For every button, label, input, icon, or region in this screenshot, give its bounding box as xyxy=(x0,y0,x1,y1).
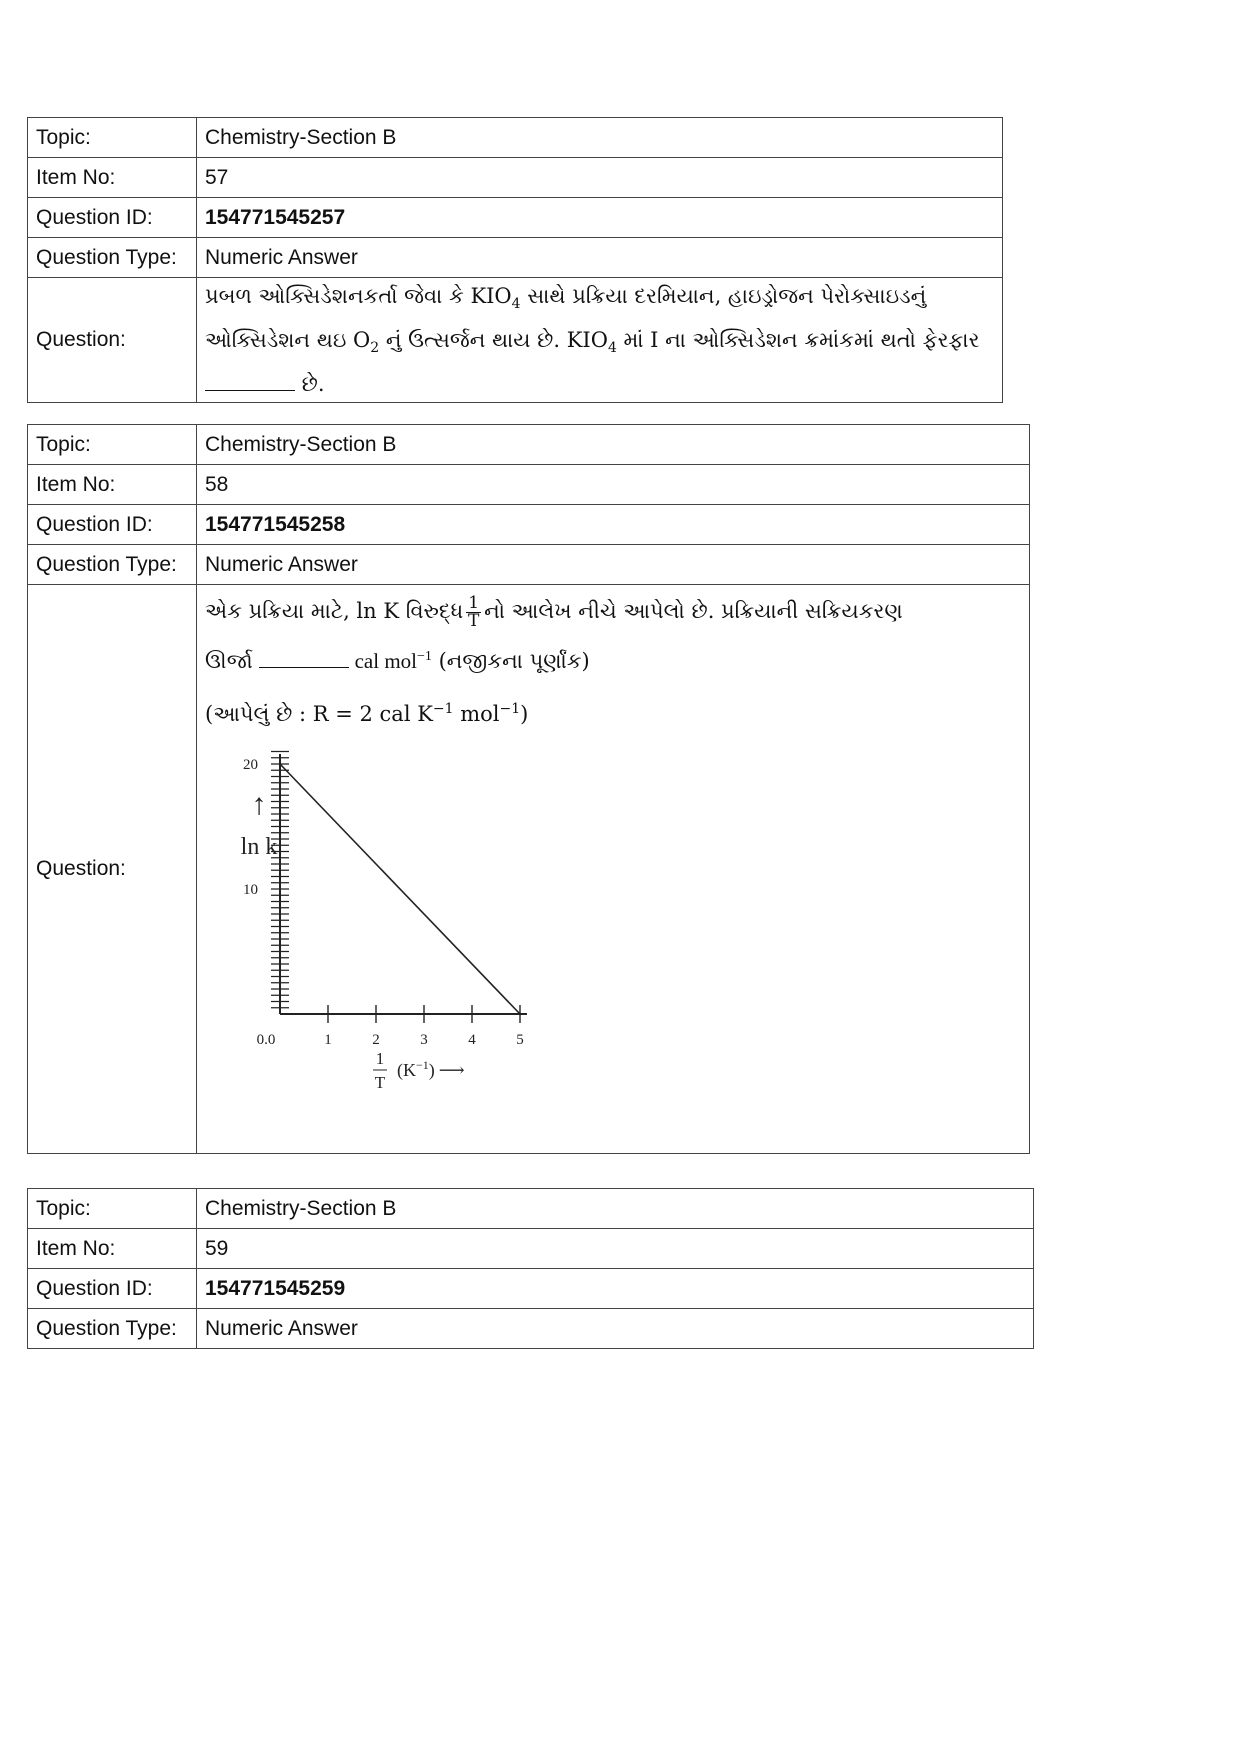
frac-num: 1 xyxy=(468,593,480,613)
question-line-2 xyxy=(205,322,994,366)
item-no-row xyxy=(28,1229,1034,1269)
question-label: Question: xyxy=(28,585,197,1154)
q57-text-1b: સાથે પ્રક્રિયા દરમિયાન, હાઇડ્રોજન પેરોક્સાઇડનું xyxy=(520,284,927,308)
question-line-3 xyxy=(205,685,1021,738)
item-no-label: Item No: xyxy=(28,1229,197,1269)
question-type-value: Numeric Answer xyxy=(197,545,1030,585)
question-table-57 xyxy=(27,117,1003,403)
question-id-row xyxy=(28,198,1003,238)
answer-blank xyxy=(259,649,349,668)
frac-den: T xyxy=(468,611,480,631)
question-id-value: 154771545257 xyxy=(197,198,1003,238)
x-label-den: T xyxy=(374,1073,386,1092)
x-label-arrow: ⟶ xyxy=(438,1060,465,1080)
question-type-value: Numeric Answer xyxy=(197,238,1003,278)
question-line-3 xyxy=(205,366,994,402)
q57-text-1a: પ્રબળ ઓક્સિડેશનકર્તા જેવા કે KIO xyxy=(205,284,512,308)
topic-value: Chemistry-Section B xyxy=(197,1189,1034,1229)
y-tick-labels xyxy=(243,757,258,898)
question-label: Question: xyxy=(28,278,197,403)
q58-text-1a: એક પ્રક્રિયા માટે, ln K વિરુદ્ધ xyxy=(205,599,464,623)
q58-text-3c: ) xyxy=(520,702,529,726)
question-line-1 xyxy=(205,278,994,322)
q57-sub-2: 2 xyxy=(370,340,380,357)
x-label-unit-close: ) xyxy=(428,1060,435,1080)
question-type-row xyxy=(28,545,1030,585)
topic-label: Topic: xyxy=(28,1189,197,1229)
topic-value: Chemistry-Section B xyxy=(197,118,1003,158)
question-id-label: Question ID: xyxy=(28,198,197,238)
question-type-row xyxy=(28,238,1003,278)
y-axis-label: ln k xyxy=(240,834,278,860)
x-tick-label: 1 xyxy=(324,1032,332,1048)
x-tick-label: 5 xyxy=(516,1032,524,1048)
q58-text-2b: cal mol xyxy=(349,649,418,673)
x-tick-label: 3 xyxy=(420,1032,428,1048)
question-id-value: 154771545258 xyxy=(197,505,1030,545)
topic-row xyxy=(28,1189,1034,1229)
question-line-2 xyxy=(205,633,1021,685)
q57-sub-4b: 4 xyxy=(607,340,617,357)
item-no-value: 59 xyxy=(197,1229,1034,1269)
x-tick-label: 0.0 xyxy=(256,1032,276,1048)
question-row xyxy=(28,278,1003,403)
question-type-label: Question Type: xyxy=(28,238,197,278)
question-row xyxy=(28,585,1030,1154)
question-type-label: Question Type: xyxy=(28,1309,197,1349)
q57-text-2c: માં I ના ઓક્સિડેશન ક્રમાંકમાં થતો ફેરફાર xyxy=(616,328,980,353)
answer-blank xyxy=(205,372,295,391)
x-label-unit-sup: −1 xyxy=(416,1058,429,1072)
topic-row xyxy=(28,425,1030,465)
x-label-unit-open: (K xyxy=(397,1060,416,1080)
question-line-1 xyxy=(205,589,1021,633)
series-line xyxy=(280,764,520,1014)
q58-text-1b: નો આલેખ નીચે આપેલો છે. પ્રક્રિયાની સક્રિયકરણ xyxy=(484,599,903,623)
q58-text-3b: mol xyxy=(453,702,500,726)
y-axis-arrow: ↑ xyxy=(251,788,267,821)
q58-sup-3b: −1 xyxy=(499,701,521,717)
question-type-row xyxy=(28,1309,1034,1349)
question-id-row xyxy=(28,1269,1034,1309)
question-text xyxy=(197,278,1003,403)
x-ticks xyxy=(257,1005,524,1048)
question-id-value: 154771545259 xyxy=(197,1269,1034,1309)
item-no-value: 58 xyxy=(197,465,1030,505)
topic-value: Chemistry-Section B xyxy=(197,425,1030,465)
q57-text-2a: ઓક્સિડેશન થઇ O xyxy=(205,328,371,353)
question-id-row xyxy=(28,505,1030,545)
question-text xyxy=(197,585,1030,1154)
topic-label: Topic: xyxy=(28,425,197,465)
y-tick-label: 20 xyxy=(243,757,258,773)
item-no-label: Item No: xyxy=(28,465,197,505)
x-tick-label: 2 xyxy=(372,1032,380,1048)
x-tick-label: 4 xyxy=(468,1032,476,1048)
q58-sup-3a: −1 xyxy=(432,701,454,717)
item-no-row xyxy=(28,158,1003,198)
x-label-unit xyxy=(397,1058,465,1081)
item-no-row xyxy=(28,465,1030,505)
question-type-value: Numeric Answer xyxy=(197,1309,1034,1349)
ln-k-vs-inverse-t-chart xyxy=(205,744,535,1124)
q58-text-3a: (આપેલું છે : R = 2 cal K xyxy=(205,702,433,726)
q58-text-2c: (નજીકના પૂર્ણાંક) xyxy=(431,649,590,673)
item-no-label: Item No: xyxy=(28,158,197,198)
question-id-label: Question ID: xyxy=(28,505,197,545)
fraction-1-over-t xyxy=(466,595,481,630)
q57-text-2b: નું ઉત્સર્જન થાય છે. KIO xyxy=(379,328,608,353)
question-id-label: Question ID: xyxy=(28,1269,197,1309)
question-table-58 xyxy=(27,424,1030,1154)
question-table-59 xyxy=(27,1188,1034,1349)
topic-label: Topic: xyxy=(28,118,197,158)
question-type-label: Question Type: xyxy=(28,545,197,585)
q57-sub-4a: 4 xyxy=(511,296,521,313)
y-tick-label: 10 xyxy=(243,882,258,898)
q57-text-3: છે. xyxy=(295,372,325,397)
q58-sup-2: −1 xyxy=(417,649,432,664)
q58-text-2a: ઊર્જા xyxy=(205,649,253,673)
x-label-num: 1 xyxy=(375,1049,385,1068)
item-no-value: 57 xyxy=(197,158,1003,198)
topic-row xyxy=(28,118,1003,158)
